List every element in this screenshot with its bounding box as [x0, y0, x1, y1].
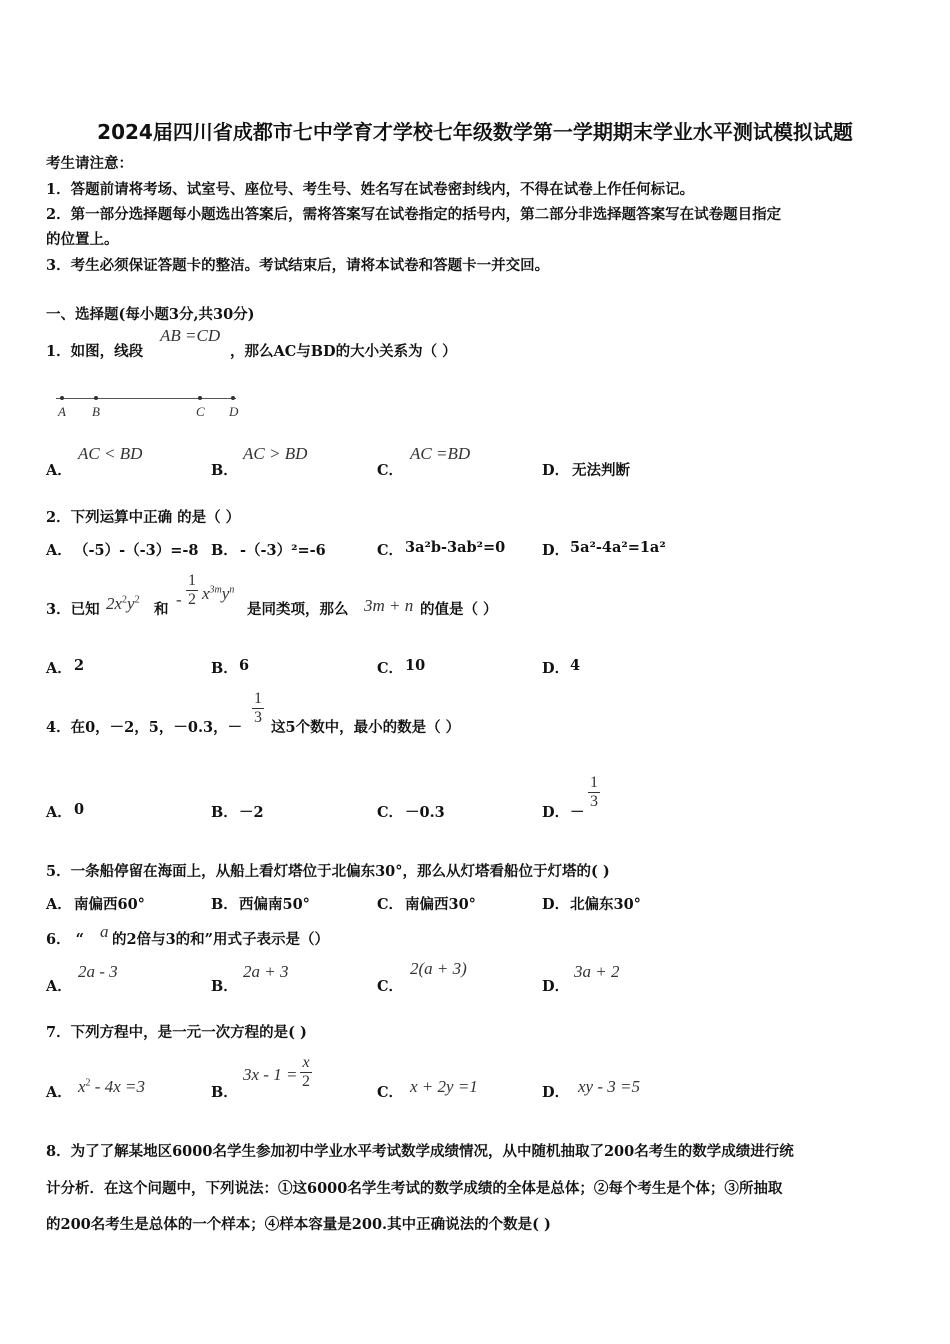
point-label: B	[92, 404, 100, 419]
option-label: B．	[211, 660, 238, 677]
q6-option: 2a + 3	[243, 962, 289, 981]
q8-stem-line: 的200名考生是总体的一个样本；④样本容量是200.其中正确说法的个数是( )	[46, 1216, 551, 1233]
q3-stem-post: 的值是（ ）	[420, 601, 498, 618]
option-label: C．	[377, 1084, 404, 1101]
q2-option: （-5）-（-3）=-8	[74, 542, 199, 559]
q2-option: -（-3）²=-6	[240, 542, 326, 559]
q1-option: AC > BD	[243, 444, 308, 463]
q5-option: 南偏西30°	[405, 896, 476, 913]
q1-math: AB =CD	[160, 326, 221, 345]
notice-item: 2．第一部分选择题每小题选出答案后，需将答案写在试卷指定的括号内，第二部分非选择题答案写在试卷题目指定	[46, 206, 782, 223]
q3-neg: -	[176, 590, 182, 609]
q7-option-b: 3x - 1 =	[243, 1065, 298, 1084]
q6-stem-post: 的2倍与3的和”用式子表示是（）	[112, 931, 330, 948]
q4-option: 0	[74, 801, 85, 818]
page-title: 2024届四川省成都市七中学育才学校七年级数学第一学期期末学业水平测试模拟试题	[97, 120, 853, 144]
notice-item: 3．考生必须保证答题卡的整洁。考试结束后，请将本试卷和答题卡一并交回。	[46, 257, 550, 274]
q6-option: 2(a + 3)	[410, 959, 467, 978]
option-label: D．	[542, 660, 570, 677]
q7-option-a: $x^2 - 4x =3$	[78, 1077, 145, 1096]
notice-item: 的位置上。	[46, 231, 119, 248]
q6-option: 3a + 2	[574, 962, 620, 981]
q7-option: xy - 3 =5	[578, 1077, 640, 1096]
option-label: B．	[211, 1084, 238, 1101]
point-label: D	[229, 404, 239, 419]
point-dot	[60, 396, 64, 400]
q7-option: x + 2y =1	[410, 1077, 478, 1096]
q1-stem-pre: 1．如图，线段	[46, 343, 144, 360]
q5-stem: 5．一条船停留在海面上，从船上看灯塔位于北偏东30°，那么从灯塔看船位于灯塔的( )	[46, 863, 610, 880]
option-label: D．	[542, 978, 570, 995]
option-label: C．	[377, 542, 404, 559]
q3-and: 和	[154, 601, 169, 618]
option-label: C．	[377, 804, 404, 821]
option-label: C．	[377, 896, 404, 913]
option-label: C．	[377, 978, 404, 995]
point-dot	[231, 396, 235, 400]
point-dot	[198, 396, 202, 400]
q2-option: 5a²-4a²=1a²	[570, 539, 666, 556]
q1-option: AC < BD	[78, 444, 143, 463]
option-label: A．	[46, 978, 72, 995]
option-label: B．	[211, 978, 238, 995]
q4-option-fraction: $\frac{1}{3}$	[590, 774, 598, 810]
q3-term1: $2x^2y^2$	[106, 594, 140, 613]
q4-stem-pre: 4．在0，－2，5，－0.3，－	[46, 719, 243, 736]
option-label: D．	[542, 804, 570, 821]
option-label: B．	[211, 896, 238, 913]
q2-option: 3a²b-3ab²=0	[405, 539, 506, 556]
q6-variable: a	[100, 922, 109, 941]
q4-option: －0.3	[405, 804, 445, 821]
q1-stem-post: ，那么AC与BD的大小关系为（ ）	[230, 343, 457, 360]
point-dot	[94, 396, 98, 400]
q5-option: 西偏南50°	[239, 896, 310, 913]
q4-fraction: $\frac{1}{3}$	[254, 690, 262, 726]
option-label: A．	[46, 896, 72, 913]
q5-option: 南偏西60°	[74, 896, 145, 913]
q3-option: 2	[74, 657, 85, 674]
point-label: C	[196, 404, 205, 419]
section-heading: 一、选择题(每小题3分,共30分)	[46, 306, 255, 323]
option-label: A．	[46, 542, 72, 559]
q8-stem-line: 8．为了了解某地区6000名学生参加初中学业水平考试数学成绩情况，从中随机抽取了200名考生的数学成绩进行统	[46, 1143, 794, 1160]
option-label: A．	[46, 804, 72, 821]
option-label: D．	[542, 542, 570, 559]
segment-line	[56, 398, 236, 399]
q6-option: 2a - 3	[78, 962, 118, 981]
q3-fraction: $\frac{1}{2}$	[188, 572, 196, 608]
option-label: D．	[542, 462, 570, 479]
q1-option: AC =BD	[410, 444, 471, 463]
q7-stem: 7．下列方程中，是一元一次方程的是( )	[46, 1024, 307, 1041]
q5-option: 北偏东30°	[570, 896, 641, 913]
q3-option: 10	[405, 657, 426, 674]
q3-stem-mid: 是同类项，那么	[247, 601, 349, 618]
point-label: A	[58, 404, 66, 419]
q6-stem-pre: 6． “	[46, 931, 84, 948]
option-label: C．	[377, 462, 404, 479]
q1-option: 无法判断	[572, 462, 630, 479]
q2-stem: 2．下列运算中正确 的是（ ）	[46, 509, 241, 526]
q3-stem-pre: 3．已知	[46, 601, 100, 618]
option-label: B．	[211, 462, 238, 479]
option-label: C．	[377, 660, 404, 677]
option-label: B．	[211, 542, 238, 559]
option-label: D．	[542, 896, 570, 913]
notice-heading: 考生请注意：	[46, 155, 133, 172]
q7-option-b-fraction: $\frac{x}{2}$	[302, 1054, 310, 1090]
option-label: A．	[46, 1084, 72, 1101]
option-label: B．	[211, 804, 238, 821]
notice-item: 1．答题前请将考场、试室号、座位号、考生号、姓名写在试卷密封线内，不得在试卷上作任何标记。	[46, 181, 695, 198]
q8-stem-line: 计分析．在这个问题中，下列说法：①这6000名学生考试的数学成绩的全体是总体；②每个考生是个体；③所抽取	[46, 1180, 783, 1197]
q4-option: －	[570, 804, 585, 821]
q3-option: 4	[570, 657, 581, 674]
q4-stem-post: 这5个数中，最小的数是（ ）	[271, 719, 461, 736]
option-label: A．	[46, 462, 72, 479]
option-label: A．	[46, 660, 72, 677]
option-label: D．	[542, 1084, 570, 1101]
q3-option: 6	[239, 657, 250, 674]
q4-option: －2	[239, 804, 264, 821]
q3-term2: $x^{3m}y^n$	[202, 584, 235, 603]
q3-expression: 3m + n	[364, 596, 414, 615]
